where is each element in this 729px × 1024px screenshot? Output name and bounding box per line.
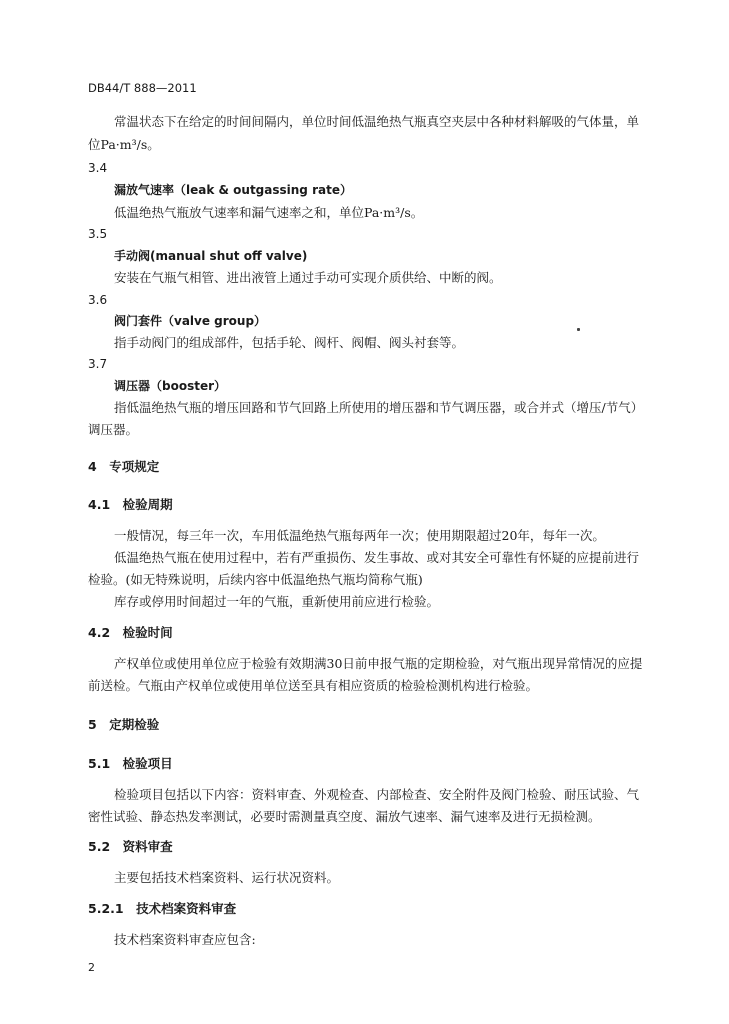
definition-3-4: 低温绝热气瓶放气速率和漏气速率之和，单位Pa·m³/s。 [114, 205, 424, 220]
section-heading-4: 4 专项规定 [88, 459, 160, 474]
page-number: 2 [88, 961, 95, 974]
definition-3-3-line-1: 常温状态下在给定的时间间隔内，单位时间低温绝热气瓶真空夹层中各种材料解吸的气体量，单 [114, 114, 640, 129]
paragraph-4-2-line-2: 前送检。气瓶由产权单位或使用单位送至具有相应资质的检验检测机构进行检验。 [88, 678, 539, 693]
subsection-heading-5-2-1: 5.2.1 技术档案资料审查 [88, 901, 237, 916]
paragraph-4-1-c: 库存或停用时间超过一年的气瓶，重新使用前应进行检验。 [114, 594, 440, 609]
paragraph-5-2: 主要包括技术档案资料、运行状况资料。 [114, 870, 340, 885]
clause-number-3-5: 3.5 [88, 227, 108, 241]
paragraph-4-2-line-1: 产权单位或使用单位应于检验有效期满30日前申报气瓶的定期检验，对气瓶出现异常情况的应提 [114, 656, 643, 671]
paragraph-5-1-line-1: 检验项目包括以下内容：资料审查、外观检查、内部检查、安全附件及阀门检验、耐压试验、气 [114, 787, 640, 802]
clause-number-3-4: 3.4 [88, 161, 108, 175]
subsection-heading-4-1: 4.1 检验周期 [88, 497, 173, 512]
term-3-5: 手动阀(manual shut off valve) [114, 249, 308, 263]
paragraph-4-1-b-line-2: 检验。(如无特殊说明，后续内容中低温绝热气瓶均简称气瓶) [88, 572, 423, 587]
section-heading-5: 5 定期检验 [88, 717, 160, 732]
subsection-heading-5-2: 5.2 资料审查 [88, 839, 173, 854]
paragraph-5-1-line-2: 密性试验、静态热发率测试，必要时需测量真空度、漏放气速率、漏气速率及进行无损检测。 [88, 809, 601, 824]
clause-number-3-6: 3.6 [88, 293, 108, 307]
term-3-7: 调压器（booster） [114, 379, 227, 393]
paragraph-4-1-b-line-1: 低温绝热气瓶在使用过程中，若有严重损伤、发生事故、或对其安全可靠性有怀疑的应提前进行 [114, 550, 640, 565]
subsection-heading-4-2: 4.2 检验时间 [88, 625, 173, 640]
definition-3-7-line-1: 指低温绝热气瓶的增压回路和节气回路上所使用的增压器和节气调压器，或合并式（增压/节气） [114, 400, 644, 415]
paragraph-5-2-1: 技术档案资料审查应包含: [114, 932, 256, 947]
term-3-4: 漏放气速率（leak & outgassing rate） [114, 183, 352, 197]
subsection-heading-5-1: 5.1 检验项目 [88, 756, 173, 771]
definition-3-7-line-2: 调压器。 [88, 422, 139, 437]
definition-3-5: 安装在气瓶气相管、进出液管上通过手动可实现介质供给、中断的阀。 [114, 270, 502, 285]
standard-code-header: DB44/T 888—2011 [88, 81, 197, 95]
term-3-6: 阀门套件（valve group） [114, 314, 267, 328]
definition-3-6: 指手动阀门的组成部件，包括手轮、阀杆、阀帽、阀头衬套等。 [114, 335, 465, 350]
definition-3-3-line-2: 位Pa·m³/s。 [88, 137, 160, 152]
paragraph-4-1-a: 一般情况，每三年一次，车用低温绝热气瓶每两年一次；使用期限超过20年，每年一次。 [114, 528, 605, 543]
scan-speck [577, 328, 580, 331]
clause-number-3-7: 3.7 [88, 357, 108, 371]
